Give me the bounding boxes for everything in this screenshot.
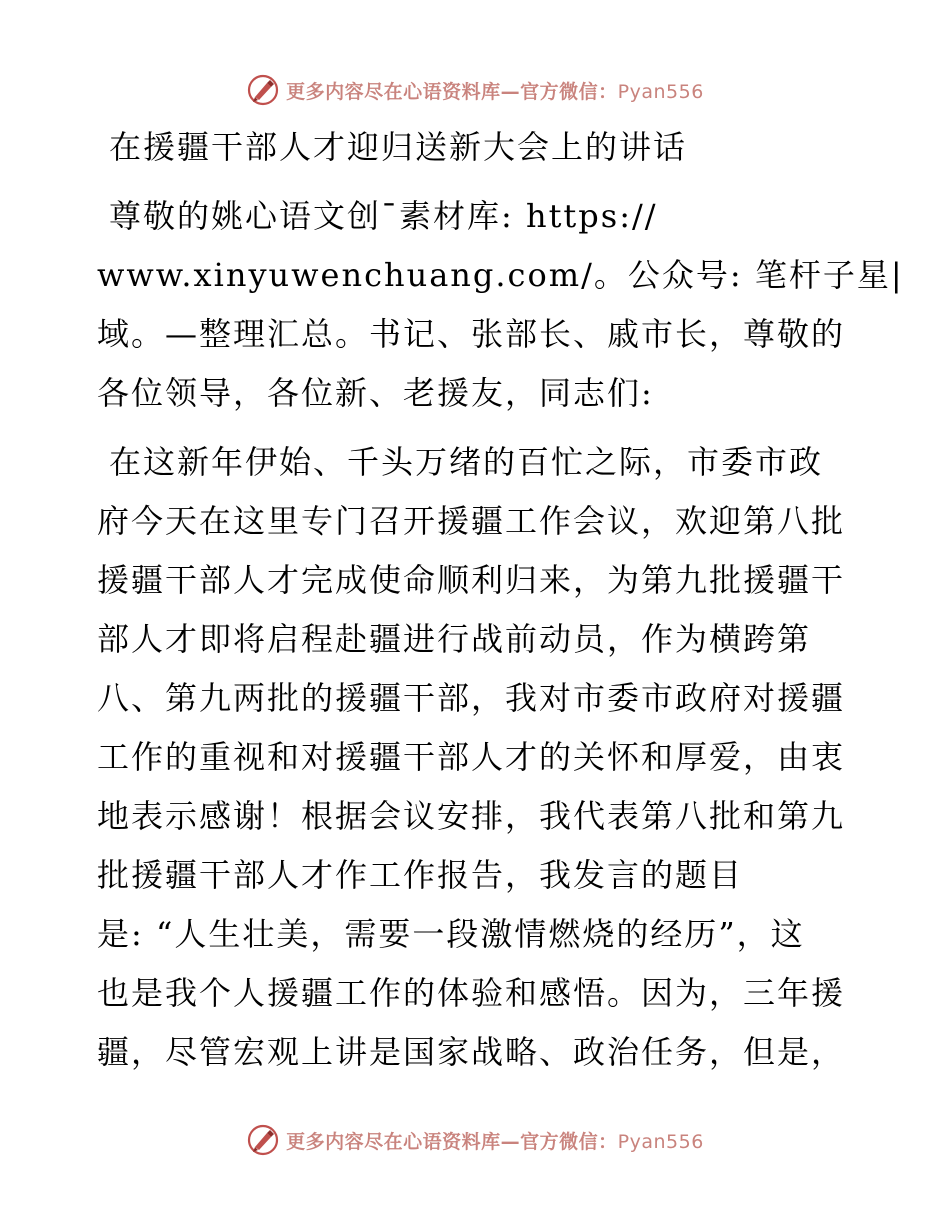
text-line: 疆，尽管宏观上讲是国家战略、政治任务，但是， — [97, 1033, 846, 1071]
text-line: 也是我个人援疆工作的体验和感悟。因为，三年援 — [97, 974, 846, 1012]
text-line: 地表示感谢！根据会议安排，我代表第八批和第九 — [97, 797, 846, 835]
text-line: 是: “人生壮美，需要一段激情燃烧的经历”，这 — [97, 915, 805, 953]
text-line: 工作的重视和对援疆干部人才的关怀和厚爱，由衷 — [97, 738, 846, 776]
document-title: 在援疆干部人才迎归送新大会上的讲话 — [109, 128, 688, 166]
watermark-text: 更多内容尽在心语资料库—官方微信：Pyan556 — [286, 1130, 704, 1153]
text-line: 府今天在这里专门召开援疆工作会议，欢迎第八批 — [97, 502, 846, 540]
header-watermark — [0, 70, 950, 110]
footer-watermark — [0, 1120, 950, 1160]
text-line: 尊敬的姚心语文创¯素材库: https:// — [109, 197, 658, 235]
text-line: 八、第九两批的援疆干部，我对市委市政府对援疆 — [97, 679, 846, 717]
text-line: 在这新年伊始、千头万绪的百忙之际，市委市政 — [109, 443, 824, 481]
text-line: 域。—整理汇总。书记、张部长、戚市长，尊敬的 — [97, 315, 846, 353]
paragraph-body — [97, 433, 857, 1082]
text-line: 批援疆干部人才作工作报告，我发言的题目 — [97, 856, 744, 894]
paragraph-greeting — [97, 187, 904, 423]
watermark-text: 更多内容尽在心语资料库—官方微信：Pyan556 — [286, 80, 704, 103]
text-line: 援疆干部人才完成使命顺利归来，为第九批援疆干 — [97, 561, 846, 599]
document-body — [97, 118, 904, 1082]
text-line: 部人才即将启程赴疆进行战前动员，作为横跨第 — [97, 620, 812, 658]
pen-logo-icon — [246, 1123, 280, 1157]
text-line: 各位领导，各位新、老援友，同志们: — [97, 374, 654, 412]
pen-logo-icon — [246, 73, 280, 107]
text-line: www.xinyuwenchuang.com/。公众号: 笔杆子星| — [97, 256, 904, 294]
